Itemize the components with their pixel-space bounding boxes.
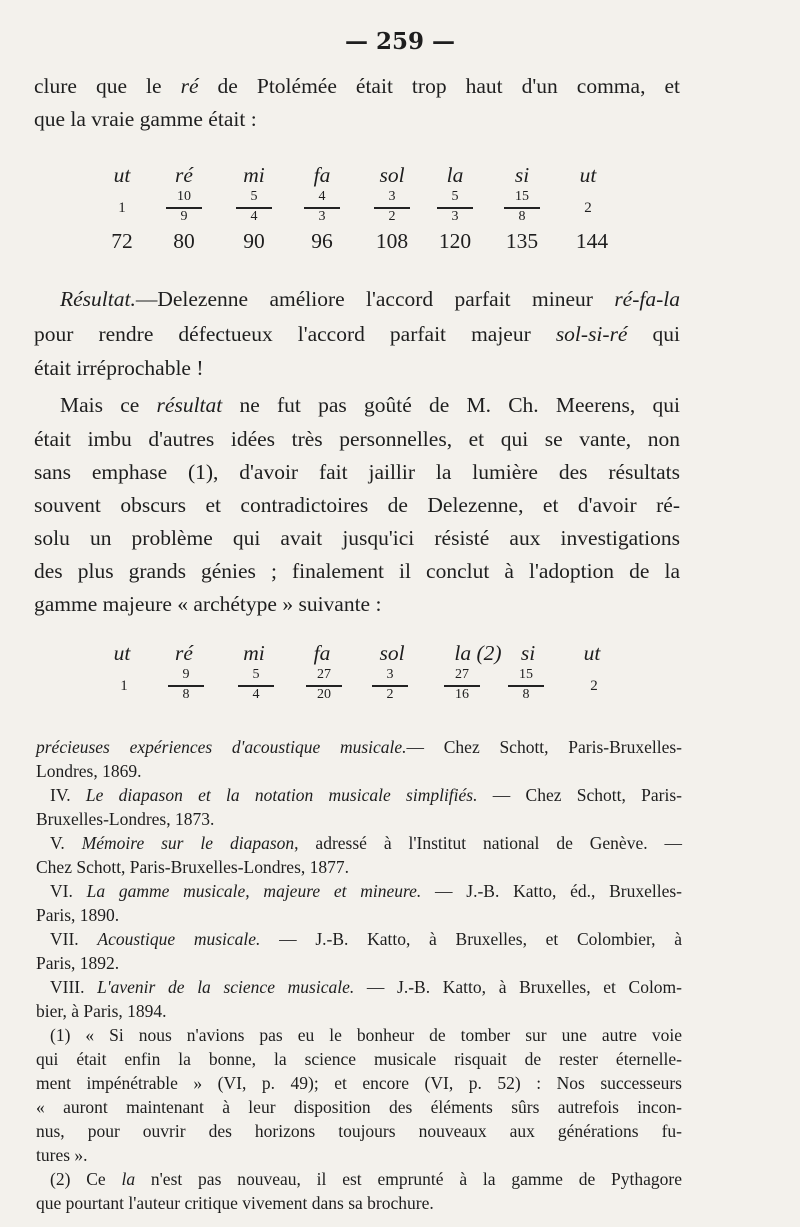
frequency-value: 144 — [575, 229, 609, 253]
body-line: était imbu d'autres idées très personnelles, et qui se vante, non — [34, 427, 680, 451]
fraction-denominator: 2 — [386, 687, 394, 702]
note-label: ré — [175, 641, 193, 665]
footnote-line: précieuses expériences d'acoustique musicale.— Chez Schott, Paris-Bruxelles- — [36, 737, 682, 757]
fraction-numerator: 10 — [177, 189, 191, 204]
footnote-line: Chez Schott, Paris-Bruxelles-Londres, 1877. — [36, 857, 350, 877]
fraction-numerator: 3 — [386, 667, 394, 682]
fraction-numerator: 5 — [252, 667, 260, 682]
frequency-value: 80 — [173, 229, 195, 253]
fraction-numerator: 5 — [250, 189, 258, 204]
body-line: que la vraie gamme était : — [34, 107, 257, 131]
footnote-line: (2) Ce la n'est pas nouveau, il est emprunté à la gamme de Pythagore — [50, 1169, 682, 1189]
note-label: mi — [243, 163, 265, 187]
body-line: gamme majeure « archétype » suivante : — [34, 592, 382, 616]
note-label: sol — [379, 163, 405, 187]
footnote-line: IV. Le diapason et la notation musicale simplifiés. — Chez Schott, Paris- — [50, 785, 682, 805]
fraction-denominator: 4 — [252, 687, 260, 702]
footnote-line: V. Mémoire sur le diapason, adressé à l'Institut national de Genève. — — [50, 833, 683, 853]
body-line: sans emphase (1), d'avoir fait jaillir la lumière des résultats — [34, 460, 680, 484]
body-line: souvent obscurs et contradictoires de Delezenne, et d'avoir ré- — [34, 493, 680, 517]
footnote-line: Bruxelles-Londres, 1873. — [36, 809, 215, 829]
frequency-value: 90 — [243, 229, 265, 253]
footnote-line: bier, à Paris, 1894. — [36, 1001, 167, 1021]
footnote-line: qui était enfin la bonne, la science musicale risquait de rester éternelle- — [36, 1049, 682, 1069]
fraction-numerator: 5 — [451, 189, 459, 204]
frequency-value: 135 — [505, 229, 539, 253]
fraction-denominator: 16 — [455, 687, 469, 702]
note-label: ut — [583, 641, 601, 665]
footnote-line: nus, pour ouvrir des horizons toujours nouveaux aux générations fu- — [36, 1121, 682, 1141]
footnote-line: tures ». — [36, 1145, 88, 1165]
note-label: fa — [313, 641, 331, 665]
fraction-denominator: 4 — [250, 209, 258, 224]
footnote-line: Paris, 1892. — [36, 953, 120, 973]
footnote-line: Londres, 1869. — [36, 761, 142, 781]
fraction-numerator: 15 — [519, 667, 533, 682]
footnote-line: ment impénétrable » (VI, p. 49); et encore (VI, p. 52) : Nos successeurs — [36, 1073, 682, 1093]
body-line: pour rendre défectueux l'accord parfait majeur sol-si-ré qui — [34, 322, 681, 346]
fraction-denominator: 2 — [388, 209, 396, 224]
fraction-denominator: 3 — [318, 209, 326, 224]
fraction-numerator: 27 — [455, 667, 469, 682]
frequency-value: 108 — [375, 229, 409, 253]
scale-table-1 — [0, 163, 800, 293]
footnote-line: VIII. L'avenir de la science musicale. — J.-B. Katto, à Bruxelles, et Colom- — [50, 977, 682, 997]
frequency-value: 120 — [438, 229, 472, 253]
footnote-line: VII. Acoustique musicale. — J.-B. Katto, à Bruxelles, et Colombier, à — [50, 929, 682, 949]
footnote-line: « auront maintenant à leur disposition des éléments sûrs autrefois incon- — [36, 1097, 682, 1117]
body-line: Résultat.—Delezenne améliore l'accord parfait mineur ré-fa-la — [60, 287, 680, 311]
note-label: ré — [175, 163, 193, 187]
body-line: des plus grands génies ; finalement il conclut à l'adoption de la — [34, 559, 680, 583]
footnote-line: que pourtant l'auteur critique vivement dans sa brochure. — [36, 1193, 434, 1213]
ratio-integer: 1 — [118, 200, 126, 216]
fraction-denominator: 8 — [522, 687, 530, 702]
fraction-numerator: 3 — [388, 189, 396, 204]
fraction-numerator: 27 — [317, 667, 331, 682]
frequency-value: 96 — [311, 229, 333, 253]
note-label: mi — [243, 641, 265, 665]
note-label: si — [520, 641, 536, 665]
page-number: — 259 — — [344, 28, 456, 55]
footnote-line: Paris, 1890. — [36, 905, 120, 925]
body-line: clure que le ré de Ptolémée était trop haut d'un comma, et — [34, 74, 680, 98]
fraction-numerator: 4 — [318, 189, 326, 204]
fraction-denominator: 8 — [182, 687, 190, 702]
fraction-denominator: 8 — [518, 209, 526, 224]
note-label: si — [514, 163, 530, 187]
body-line: Mais ce résultat ne fut pas goûté de M. Ch. Meerens, qui — [60, 393, 680, 417]
fraction-denominator: 20 — [317, 687, 331, 702]
note-label: ut — [113, 641, 131, 665]
note-label: fa — [313, 163, 331, 187]
fraction-denominator: 9 — [180, 209, 188, 224]
ratio-integer: 1 — [120, 678, 128, 694]
note-label: la (2) — [454, 641, 502, 665]
note-label: la — [446, 163, 464, 187]
note-label: sol — [379, 641, 405, 665]
body-line: était irréprochable ! — [34, 356, 204, 380]
fraction-numerator: 9 — [182, 667, 190, 682]
note-label: ut — [113, 163, 131, 187]
ratio-integer: 2 — [584, 200, 592, 216]
fraction-numerator: 15 — [515, 189, 529, 204]
ratio-integer: 2 — [590, 678, 598, 694]
note-label: ut — [579, 163, 597, 187]
body-line: solu un problème qui avait jusqu'ici résisté aux investigations — [34, 526, 680, 550]
footnote-line: VI. La gamme musicale, majeure et mineure. — J.-B. Katto, éd., Bruxelles- — [50, 881, 682, 901]
fraction-denominator: 3 — [451, 209, 459, 224]
frequency-value: 72 — [111, 229, 133, 253]
footnote-line: (1) « Si nous n'avions pas eu le bonheur de tomber sur une autre voie — [50, 1025, 682, 1045]
